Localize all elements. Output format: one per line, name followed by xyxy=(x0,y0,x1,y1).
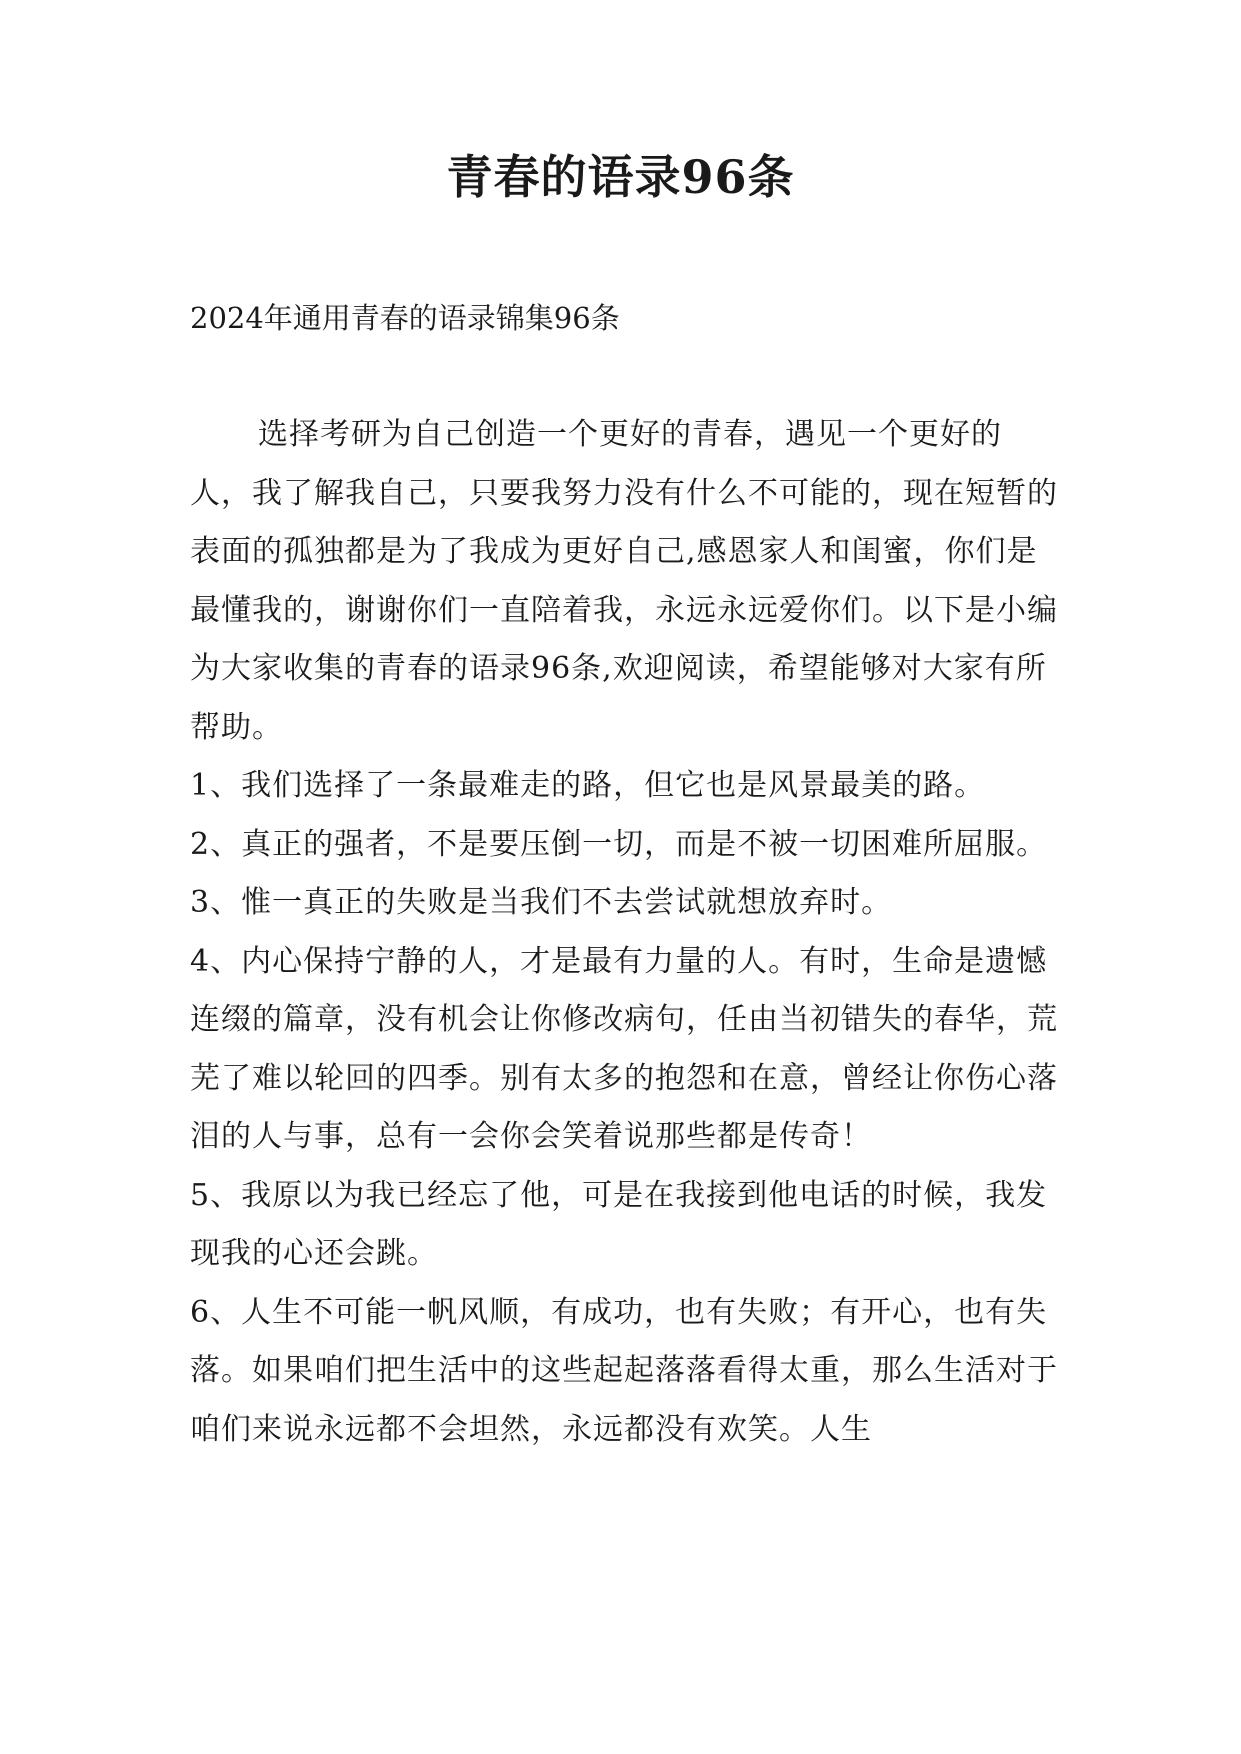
quote-item-4: 4、内心保持宁静的人，才是最有力量的人。有时，生命是遗憾连缀的篇章，没有机会让你修改病句，任由当初错失的春华，荒芜了难以轮回的四季。别有太多的抱怨和在意，曾经让你伤心落泪的人与事，总有一会你会笑着说那些都是传奇！ xyxy=(190,943,1058,1154)
document-title: 青春的语录96条 xyxy=(446,150,795,204)
quote-item-6: 6、人生不可能一帆风顺，有成功，也有失败；有开心，也有失落。如果咱们把生活中的这些起起落落看得太重，那么生活对于咱们来说永远都不会坦然，永远都没有欢笑。人生 xyxy=(190,1294,1058,1447)
document-body xyxy=(190,406,1060,1459)
quote-item-3: 3、惟一真正的失败是当我们不去尝试就想放弃时。 xyxy=(190,885,893,920)
intro-paragraph: 选择考研为自己创造一个更好的青春，遇见一个更好的人，我了解我自己，只要我努力没有什么不可能的，现在短暂的表面的孤独都是为了我成为更好自己,感恩家人和闺蜜，你们是最懂我的，谢谢你们一直陪着我，永远永远爱你们。以下是小编为大家收集的青春的语录96条,欢迎阅读，希望能够对大家有所帮助。 xyxy=(190,417,1058,745)
quote-item-1: 1、我们选择了一条最难走的路，但它也是风景最美的路。 xyxy=(190,768,986,803)
quote-item-2: 2、真正的强者，不是要压倒一切，而是不被一切困难所屈服。 xyxy=(190,826,1048,862)
quote-item-5: 5、我原以为我已经忘了他，可是在我接到他电话的时候，我发现我的心还会跳。 xyxy=(190,1177,1048,1271)
document-subtitle: 2024年通用青春的语录锦集96条 xyxy=(190,301,620,335)
